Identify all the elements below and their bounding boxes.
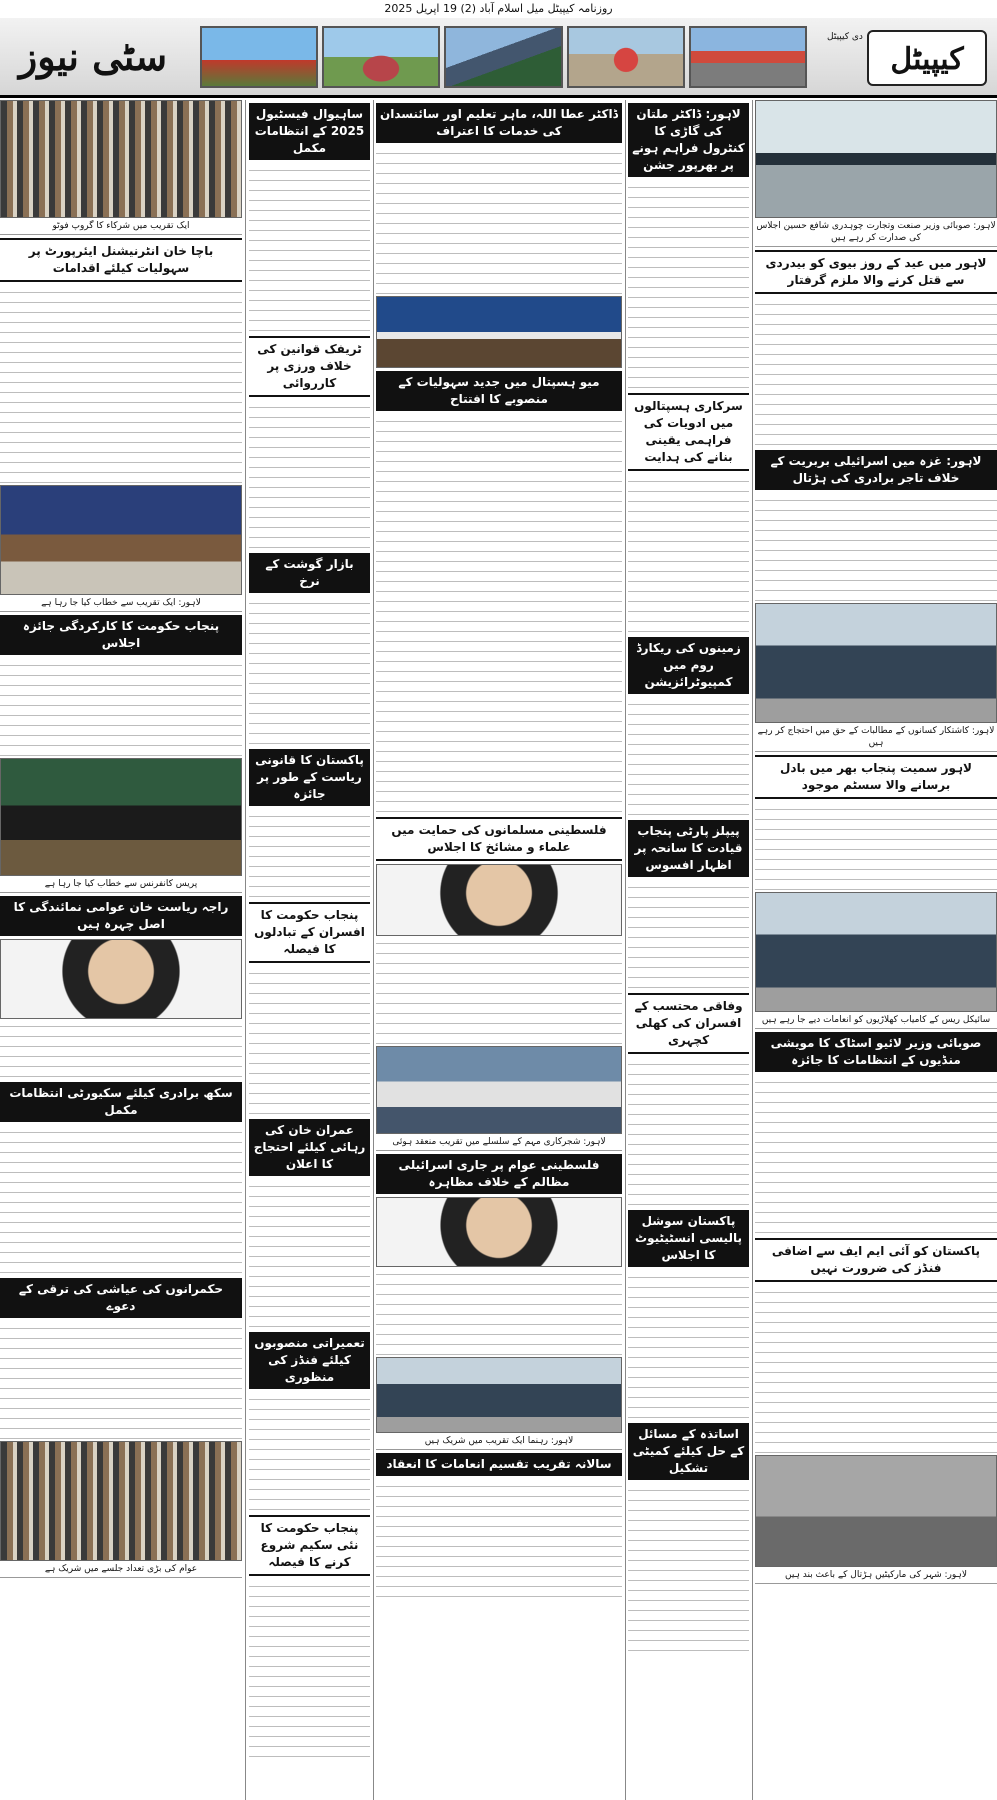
headline: سکھ برادری کیلئے سکیورٹی انتظامات مکمل — [0, 1082, 242, 1122]
article-body — [755, 802, 997, 892]
headline: پاکستان کو آئی ایم ایف سے اضافی فنڈز کی ضرورت نہیں — [755, 1238, 997, 1282]
dateline: روزنامہ کیپیٹل میل اسلام آباد (2) 19 اپریل 2025 — [384, 2, 613, 15]
column-3 — [376, 100, 622, 1800]
headline: ڈاکٹر عطا اللہ، ماہر تعلیم اور سائنسدان کی خدمات کا اعتراف — [376, 103, 622, 143]
column-5 — [755, 100, 997, 1800]
column-1 — [0, 100, 242, 1800]
headline: فلسطینی مسلمانوں کی حمایت میں علماء و مشائخ کا اجلاس — [376, 817, 622, 861]
strip-photo-mosque-hills — [444, 26, 562, 88]
photo-caption: لاہور: صوبائی وزیر صنعت وتجارت چوہدری شافع حسین اجلاس کی صدارت کر رہے ہیں — [755, 218, 997, 247]
headline: ساہیوال فیسٹیول 2025 کے انتظامات مکمل — [249, 103, 370, 160]
article-body — [628, 180, 749, 390]
photo-caption: عوام کی بڑی تعداد جلسے میں شریک ہے — [0, 1561, 242, 1578]
column-rule — [373, 100, 374, 1800]
article-body — [755, 493, 997, 603]
article-body — [628, 1270, 749, 1420]
column-2 — [249, 100, 370, 1800]
news-photo — [376, 1046, 622, 1134]
headline: لاہور میں عید کے روز بیوی کو بیدردی سے قتل کرنے والا ملزم گرفتار — [755, 250, 997, 294]
article-body — [376, 936, 622, 1046]
article-body — [249, 400, 370, 550]
article-body — [755, 297, 997, 447]
headline: میو ہسپتال میں جدید سہولیات کے منصوبے کا افتتاح — [376, 371, 622, 411]
section-title: سٹی نیوز — [18, 34, 168, 79]
headline: صوبائی وزیر لائیو اسٹاک کا مویشی منڈیوں کے انتظامات کا جائزہ — [755, 1032, 997, 1072]
photo-caption: پریس کانفرنس سے خطاب کیا جا رہا ہے — [0, 876, 242, 893]
headline: پنجاب حکومت کا افسران کے تبادلوں کا فیصلہ — [249, 902, 370, 963]
photo-caption: سائیکل ریس کے کامیاب کھلاڑیوں کو انعامات دیے جا رہے ہیں — [755, 1012, 997, 1029]
headline: وفاقی محتسب کے افسران کی کھلی کچہری — [628, 993, 749, 1054]
article-body — [249, 1579, 370, 1759]
logo-text: کیپیٹل — [867, 30, 987, 86]
strip-photo-metro-bus — [689, 26, 807, 88]
headline: باچا خان انٹرنیشنل ایئرپورٹ پر سہولیات کیلئے اقدامات — [0, 238, 242, 282]
strip-photo-mosque — [322, 26, 440, 88]
headline: زمینوں کی ریکارڈ روم میں کمپیوٹرائزیشن — [628, 637, 749, 694]
headline: پنجاب حکومت کا نئی سکیم شروع کرنے کا فیصلہ — [249, 1515, 370, 1576]
article-body — [628, 880, 749, 990]
strip-photo-station — [567, 26, 685, 88]
article-body — [249, 163, 370, 333]
headline: فلسطینی عوام پر جاری اسرائیلی مظالم کے خلاف مظاہرہ — [376, 1154, 622, 1194]
photo-caption: لاہور: کاشتکار کسانوں کے مطالبات کے حق میں احتجاج کر رہے ہیں — [755, 723, 997, 752]
photo-caption: لاہور: رہنما ایک تقریب میں شریک ہیں — [376, 1433, 622, 1450]
article-body — [376, 1479, 622, 1599]
news-photo — [0, 485, 242, 595]
article-body — [249, 596, 370, 746]
photo-strip — [200, 26, 807, 88]
news-photo — [755, 1455, 997, 1567]
photo-caption: لاہور: ایک تقریب سے خطاب کیا جا رہا ہے — [0, 595, 242, 612]
column-rule — [245, 100, 246, 1800]
article-body — [0, 1019, 242, 1079]
news-photo — [376, 296, 622, 368]
article-body — [628, 1057, 749, 1207]
news-photo — [0, 758, 242, 876]
article-body — [249, 1392, 370, 1512]
news-photo — [0, 939, 242, 1019]
headline: عمران خان کی رہائی کیلئے احتجاج کا اعلان — [249, 1119, 370, 1176]
article-body — [376, 1267, 622, 1357]
photo-caption: لاہور: شہر کی مارکیٹیں ہڑتال کے باعث بند ہیں — [755, 1567, 997, 1584]
article-body — [376, 146, 622, 296]
headline: سالانہ تقریب تقسیم انعامات کا انعقاد — [376, 1453, 622, 1476]
article-body — [249, 1179, 370, 1329]
article-body — [249, 809, 370, 899]
news-photo — [376, 1357, 622, 1433]
headline: پنجاب حکومت کا کارکردگی جائزہ اجلاس — [0, 615, 242, 655]
photo-caption: ایک تقریب میں شرکاء کا گروپ فوٹو — [0, 218, 242, 235]
photo-caption: لاہور: شجرکاری مہم کے سلسلے میں تقریب منعقد ہوئی — [376, 1134, 622, 1151]
headline: راجہ ریاست خان عوامی نمائندگی کا اصل چہرہ ہیں — [0, 896, 242, 936]
headline: ٹریفک قوانین کی خلاف ورزی پر کارروائی — [249, 336, 370, 397]
headline: پیپلز پارٹی پنجاب قیادت کا سانحہ پر اظہار افسوس — [628, 820, 749, 877]
news-photo — [0, 1441, 242, 1561]
headline: پاکستان کا قانونی ریاست کے طور پر جائزہ — [249, 749, 370, 806]
article-body — [0, 285, 242, 485]
article-body — [628, 1483, 749, 1653]
headline: پاکستان سوشل پالیسی انسٹیٹیوٹ کا اجلاس — [628, 1210, 749, 1267]
article-body — [0, 1321, 242, 1441]
masthead — [0, 18, 997, 98]
article-body — [755, 1285, 997, 1455]
news-photo — [755, 892, 997, 1012]
article-body — [628, 474, 749, 634]
headline: حکمرانوں کی عیاشی کی ترقی کے دعوے — [0, 1278, 242, 1318]
news-photo — [376, 864, 622, 936]
news-photo — [376, 1197, 622, 1267]
newspaper-logo — [827, 26, 987, 90]
article-body — [376, 414, 622, 814]
column-rule — [625, 100, 626, 1800]
column-4 — [628, 100, 749, 1800]
news-photo — [755, 603, 997, 723]
news-photo — [755, 100, 997, 218]
strip-photo-monument — [200, 26, 318, 88]
article-body — [628, 697, 749, 817]
headline: اساتذہ کے مسائل کے حل کیلئے کمیٹی تشکیل — [628, 1423, 749, 1480]
column-rule — [752, 100, 753, 1800]
logo-side-text: دی کیپیٹل — [827, 32, 863, 42]
article-body — [755, 1075, 997, 1235]
article-body — [0, 1125, 242, 1275]
headline: لاہور سمیت پنجاب بھر میں بادل برسانے والا سسٹم موجود — [755, 755, 997, 799]
headline: لاہور: غزہ میں اسرائیلی بربریت کے خلاف تاجر برادری کی ہڑتال — [755, 450, 997, 490]
headline: سرکاری ہسپتالوں میں ادویات کی فراہمی یقینی بنانے کی ہدایت — [628, 393, 749, 471]
headline: تعمیراتی منصوبوں کیلئے فنڈز کی منظوری — [249, 1332, 370, 1389]
headline: لاہور: ڈاکٹر ملتان کی گاڑی کا کنٹرول فراہم ہونے پر بھرپور جشن — [628, 103, 749, 177]
headline: بازار گوشت کے نرخ — [249, 553, 370, 593]
article-body — [0, 658, 242, 758]
news-photo — [0, 100, 242, 218]
article-body — [249, 966, 370, 1116]
